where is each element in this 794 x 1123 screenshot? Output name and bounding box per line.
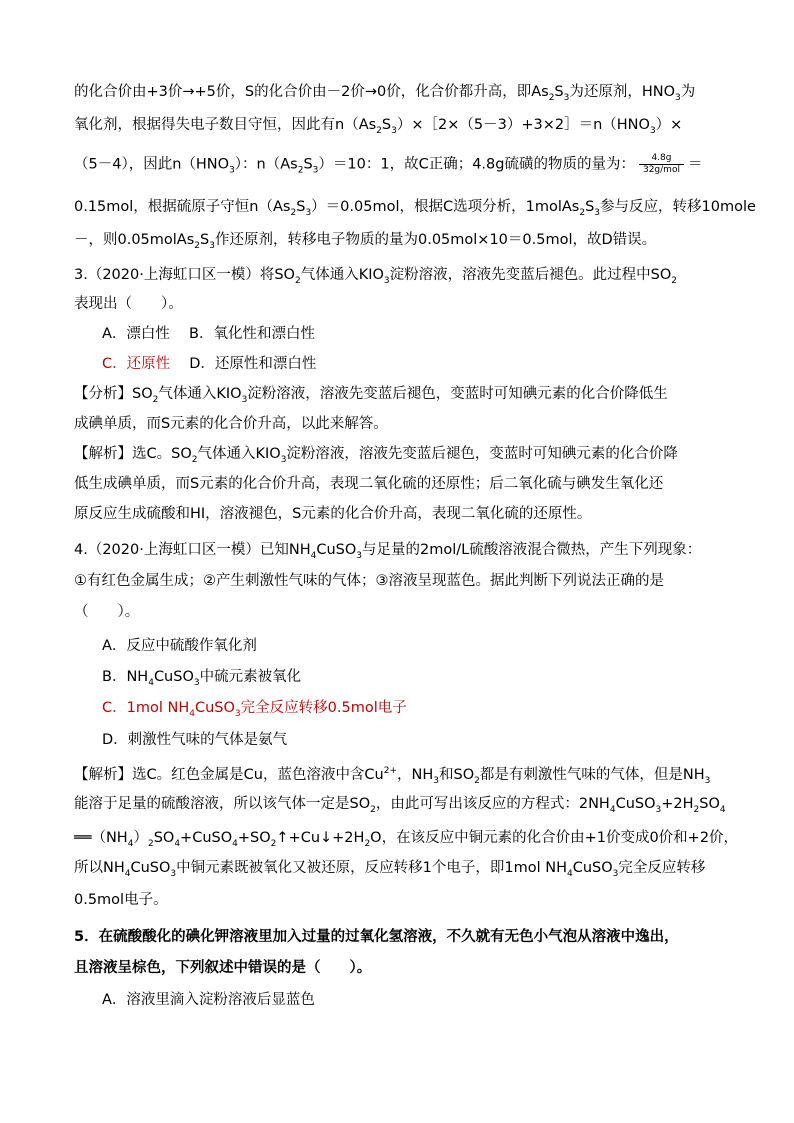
text-line — [74, 294, 183, 314]
subscript: 3 — [563, 92, 570, 103]
text-run: S — [381, 117, 392, 133]
text-run: S — [296, 199, 306, 215]
text-run: 【解析】选C。SO — [74, 446, 192, 462]
subscript: 3 — [170, 868, 177, 879]
text-run: CuSO — [153, 669, 194, 685]
subscript: 2 — [376, 125, 382, 136]
text-run: CuSO — [572, 860, 613, 876]
text-run: S — [585, 199, 595, 215]
subscript: 3 — [241, 394, 248, 405]
text-line — [74, 927, 679, 947]
subscript: 3 — [704, 775, 711, 786]
text-run: CuSO — [615, 796, 656, 812]
text-line — [102, 667, 301, 687]
text-run: 参与反应，转移10mole — [600, 199, 756, 215]
subscript: 2 — [579, 207, 586, 218]
text-run: ＝ — [687, 156, 703, 173]
text-run: ↑+Cu↓+2H — [276, 830, 365, 846]
subscript: 2 — [671, 275, 677, 286]
text-run: S — [200, 232, 210, 248]
text-line — [102, 698, 407, 718]
text-run: 【解析】选C。红色金属是Cu，蓝色溶液中含Cu — [74, 767, 384, 783]
text-run: ）：n（As — [234, 156, 298, 173]
text-run: 3.（2020·上海虹口区一模）将SO — [74, 267, 295, 283]
text-run: 氧化剂，根据得失电子数目守恒，因此有n（As — [74, 117, 377, 133]
text-run: 4.（2020·上海虹口区一模）已知NH — [74, 542, 311, 558]
subscript: 2 — [270, 838, 277, 849]
subscript: 3 — [312, 165, 319, 176]
subscript: 3 — [655, 804, 662, 815]
subscript: 3 — [391, 125, 397, 136]
subscript: 3 — [234, 708, 241, 719]
subscript: 3 — [229, 165, 235, 176]
text-line — [74, 82, 695, 102]
text-run: 原反应生成硫酸和HI，溶液褪色，S元素的化合价升高，表现二氧化硫的还原性。 — [74, 506, 592, 522]
text-line — [74, 115, 682, 135]
text-run: SO — [699, 796, 720, 812]
text-run: C．1mol NH — [102, 700, 190, 716]
text-line — [74, 153, 702, 176]
text-run: A．溶液里滴入淀粉溶液后显蓝色 — [102, 992, 315, 1008]
subscript: 3 — [356, 550, 363, 561]
text-run: 气体通入KIO — [300, 267, 384, 283]
subscript: 4 — [609, 804, 616, 815]
subscript: 2 — [548, 92, 555, 103]
text-run: 完全反应转移0.5mol电子 — [240, 700, 407, 716]
text-line — [74, 828, 738, 848]
subscript: 4 — [124, 868, 131, 879]
text-run: （ ）。 — [74, 604, 140, 620]
text-line — [74, 474, 663, 494]
text-run: CuSO — [194, 700, 235, 716]
text-run: 0.15mol，根据硫原子守恒n（As — [74, 199, 291, 215]
subscript: 3 — [209, 240, 215, 251]
text-run: ）× — [655, 117, 683, 133]
text-run: 气体通入KIO — [197, 446, 281, 462]
subscript: 2 — [152, 394, 159, 405]
text-run: 所以NH — [74, 860, 125, 876]
text-run: 气体通入KIO — [158, 386, 242, 402]
text-line — [74, 571, 664, 591]
subscript: 2 — [290, 207, 297, 218]
subscript: 3 — [193, 677, 200, 688]
text-run: 低生成碘单质，而S元素的化合价升高，表现二氧化硫的还原性；后二氧化硫与碘发生氧化还 — [74, 476, 664, 492]
text-line — [102, 324, 315, 344]
text-run: O，在该反应中铜元素的化合价由+1价变成0价和+2价， — [370, 830, 739, 846]
text-line — [74, 602, 139, 622]
text-run: B．NH — [102, 669, 149, 685]
subscript: 4 — [174, 838, 181, 849]
subscript: 3 — [649, 125, 656, 136]
text-line — [102, 730, 287, 750]
subscript: 3 — [383, 275, 390, 286]
subscript: 2 — [147, 838, 154, 849]
subscript: 4 — [232, 838, 238, 849]
subscript: 2 — [194, 240, 201, 251]
text-run: ══（NH — [74, 830, 128, 846]
text-run: 完全反应转移 — [618, 860, 706, 876]
text-line — [102, 636, 257, 656]
subscript: 4 — [189, 708, 195, 719]
subscript: 3 — [280, 454, 287, 465]
subscript: 2 — [297, 165, 304, 176]
text-run: 且溶液呈棕色，下列叙述中错误的是（ ）。 — [74, 960, 372, 976]
subscript: 2 — [693, 804, 700, 815]
text-line — [74, 265, 677, 285]
text-run: CuSO — [130, 860, 171, 876]
text-line — [74, 414, 388, 434]
text-run: ，NH — [397, 767, 434, 783]
text-run: ）×［2×（5－3）+3×2］＝n（HNO — [396, 117, 650, 133]
text-run: C．还原性 — [102, 356, 171, 372]
text-run: 中硫元素被氧化 — [199, 669, 302, 685]
subscript: 3 — [305, 207, 312, 218]
text-run: 作还原剂，转移电子物质的量为0.05mol×10＝0.5mol，故D错误。 — [214, 232, 657, 248]
text-run: 都是有刺激性气味的气体，但是NH — [479, 767, 705, 783]
text-run: ，由此可写出该反应的方程式：2NH — [375, 796, 610, 812]
text-run: －，则0.05molAs — [74, 232, 195, 248]
text-run: S — [554, 84, 564, 100]
text-line — [74, 540, 701, 560]
text-run: 淀粉溶液，溶液先变蓝后褪色，变蓝时可知碘元素的化合价降低生 — [247, 386, 668, 402]
text-line — [74, 230, 656, 250]
subscript: 3 — [433, 775, 440, 786]
text-run: S — [303, 156, 313, 173]
text-run: 表现出（ ）。 — [74, 296, 183, 312]
text-run: （5－4），因此n（HNO — [74, 156, 230, 173]
text-line — [74, 858, 705, 878]
text-run: 【分析】SO — [74, 386, 153, 402]
subscript: 4 — [567, 868, 573, 879]
fraction-numerator: 4.8g — [639, 153, 684, 165]
text-line — [74, 197, 756, 217]
subscript: 4 — [310, 550, 317, 561]
text-run: CuSO — [316, 542, 357, 558]
text-run: ①有红色金属生成；②产生刺激性气味的气体；③溶液呈现蓝色。据此判断下列说法正确的是 — [74, 573, 664, 589]
text-run: 为还原剂，HNO — [569, 84, 676, 100]
text-line — [102, 354, 316, 374]
subscript: 4 — [719, 804, 726, 815]
text-run: 与足量的2mol/L硫酸溶液混合微热，产生下列现象： — [362, 542, 702, 558]
fraction-denominator: 32g/mol — [642, 165, 680, 175]
text-run: ）＝10：1，故C正确；4.8g硫磺的物质的量为： — [318, 156, 635, 173]
superscript: 2+ — [383, 766, 398, 777]
fraction — [639, 153, 684, 176]
text-run: A．漂白性 B．氧化性和漂白性 — [102, 326, 315, 342]
text-run: ） — [133, 830, 148, 846]
text-run: D．还原性和漂白性 — [170, 356, 317, 372]
text-line — [74, 384, 668, 404]
text-run: 5．在硫酸酸化的碘化钾溶液里加入过量的过氧化氢溶液，不久就有无色小气泡从溶液中逸出， — [74, 929, 679, 945]
text-run: +SO — [237, 830, 271, 846]
subscript: 3 — [675, 92, 681, 103]
subscript: 2 — [474, 775, 480, 786]
subscript: 2 — [364, 838, 371, 849]
subscript: 2 — [370, 804, 376, 815]
text-run: D．刺激性气味的气体是氨气 — [102, 732, 288, 748]
subscript: 3 — [612, 868, 619, 879]
text-run: 淀粉溶液，溶液先变蓝后褪色。此过程中SO — [389, 267, 672, 283]
text-run: 0.5mol电子。 — [74, 892, 168, 908]
text-run: 中铜元素既被氧化又被还原，反应转移1个电子，即1mol NH — [176, 860, 567, 876]
subscript: 4 — [127, 838, 134, 849]
text-line — [74, 504, 591, 524]
text-run: +CuSO — [180, 830, 233, 846]
text-line — [74, 958, 371, 978]
text-run: 淀粉溶液，溶液先变蓝后褪色，变蓝时可知碘元素的化合价降 — [286, 446, 678, 462]
text-run: 为 — [680, 84, 696, 100]
subscript: 2 — [294, 275, 301, 286]
text-line — [74, 444, 678, 464]
text-line — [74, 765, 710, 785]
text-run: A．反应中硫酸作氧化剂 — [102, 638, 257, 654]
text-run: 和SO — [439, 767, 475, 783]
subscript: 3 — [594, 207, 601, 218]
text-line — [74, 890, 168, 910]
text-run: +2H — [661, 796, 694, 812]
text-line — [102, 990, 315, 1010]
text-run: 的化合价由+3价→+5价，S的化合价由－2价→0价，化合价都升高，即As — [74, 84, 549, 100]
text-run: 能溶于足量的硫酸溶液，所以该气体一定是SO — [74, 796, 371, 812]
text-run: SO — [153, 830, 175, 846]
text-line — [74, 794, 726, 814]
text-run: 成碘单质，而S元素的化合价升高，以此来解答。 — [74, 416, 388, 432]
text-run: ）＝0.05mol，根据C选项分析，1molAs — [311, 199, 580, 215]
subscript: 4 — [148, 677, 154, 688]
subscript: 2 — [191, 454, 198, 465]
